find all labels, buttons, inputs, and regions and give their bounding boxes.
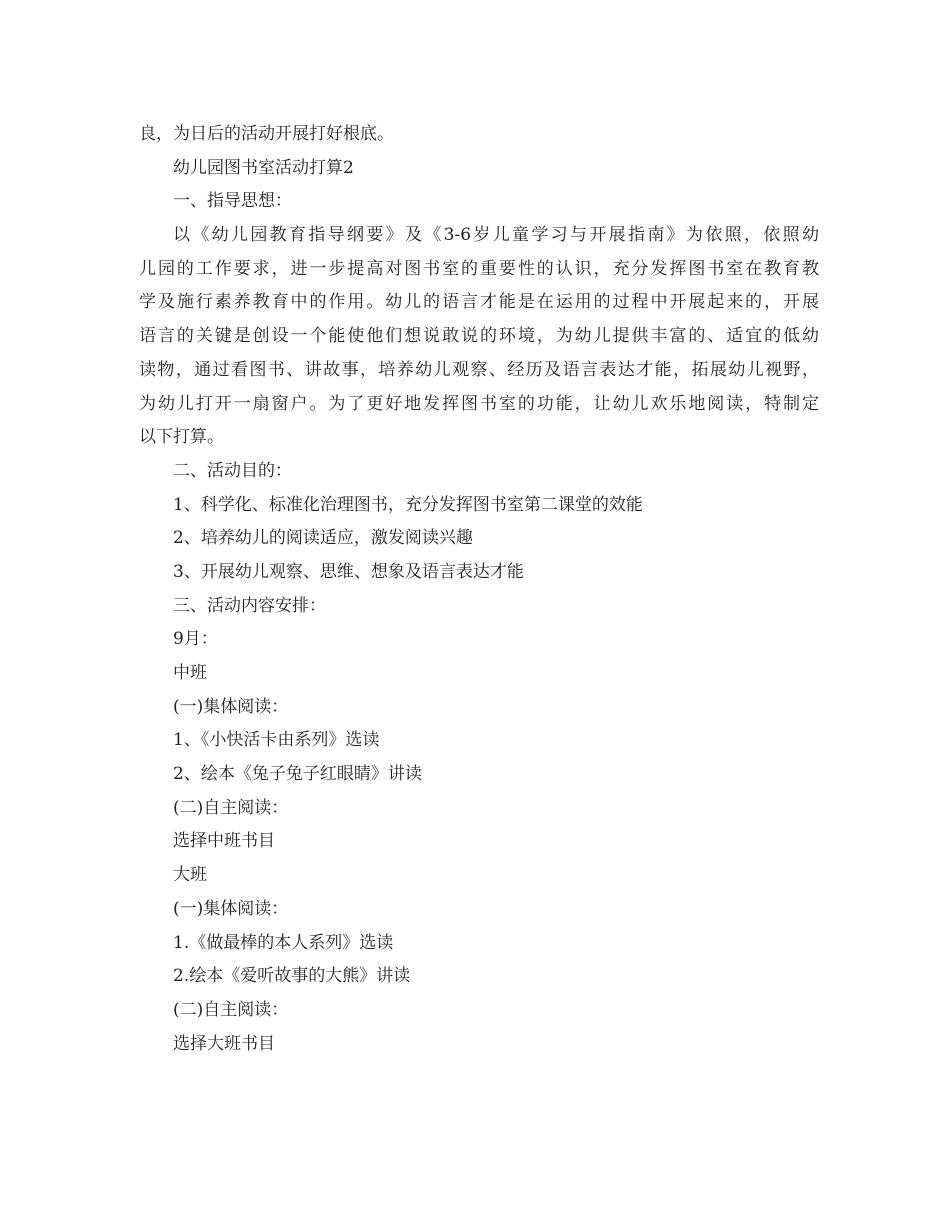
text-line: 学及施行素养教育中的作用。幼儿的语言才能是在运用的过程中开展起来的，开展 [139,292,819,313]
text-line: 以下打算。 [139,427,224,448]
text-line: 1、《小快活卡由系列》选读 [173,730,380,751]
document-body [139,118,819,1061]
text-line: 1、科学化、标准化治理图书，充分发挥图书室第二课堂的效能 [173,494,643,515]
text-line: (二)自主阅读： [173,797,289,818]
text-line: 中班 [173,663,207,683]
text-line: 2、培养幼儿的阅读适应，激发阅读兴趣 [173,528,473,549]
text-line: 二、活动目的： [173,460,292,481]
text-line: (一)集体阅读： [173,898,289,919]
text-line: (一)集体阅读： [173,696,289,717]
text-line: 选择中班书目 [173,831,275,852]
text-line: 为幼儿打开一扇窗户。为了更好地发挥图书室的功能，让幼儿欢乐地阅读，特制定 [139,393,819,414]
text-line: 儿园的工作要求，进一步提高对图书室的重要性的认识，充分发挥图书室在教育教 [139,258,819,279]
text-line: 大班 [173,865,207,886]
text-line: 语言的关键是创设一个能使他们想说敢说的环境，为幼儿提供丰富的、适宜的低幼 [139,326,819,347]
text-line: 9月： [173,629,218,650]
text-line: 幼儿园图书室活动打算2 [173,157,354,178]
text-line: 2、绘本《兔子兔子红眼睛》讲读 [173,764,422,785]
text-line: 读物，通过看图书、讲故事，培养幼儿观察、经历及语言表达才能，拓展幼儿视野， [139,359,819,380]
text-line: 选择大班书目 [173,1033,275,1054]
text-line: 以《幼儿园教育指导纲要》及《3-6岁儿童学习与开展指南》为依照，依照幼 [173,225,819,246]
text-line: 一、指导思想： [173,191,292,212]
text-line: 1.《做最棒的本人系列》选读 [173,932,394,953]
text-line: 三、活动内容安排： [173,595,326,616]
text-line: (二)自主阅读： [173,999,289,1020]
text-line: 2.绘本《爱听故事的大熊》讲读 [173,966,411,987]
text-line: 3、开展幼儿观察、思维、想象及语言表达才能 [173,561,524,582]
text-line: 良，为日后的活动开展打好根底。 [139,124,394,144]
